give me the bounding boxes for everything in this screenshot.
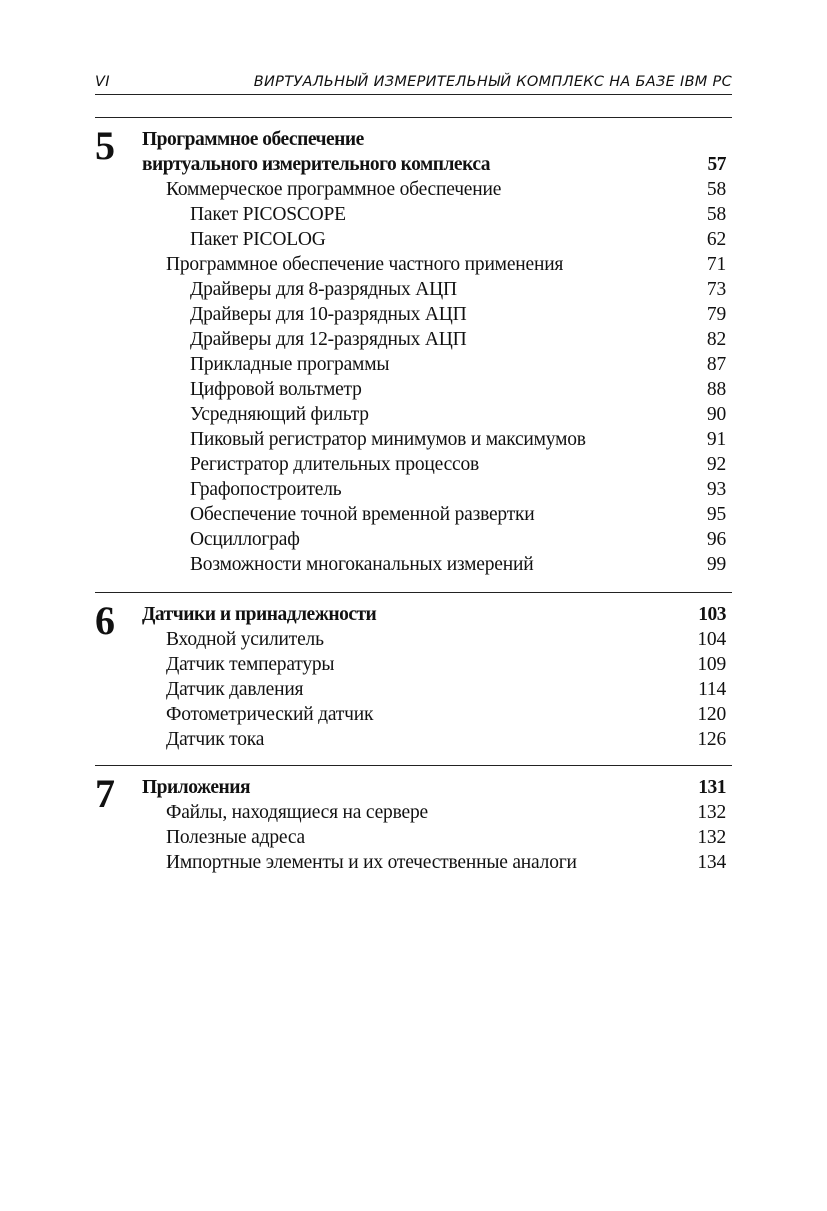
toc-entry-title: Приложения	[142, 777, 251, 798]
toc-entry-title: Коммерческое программное обеспечение	[166, 179, 502, 200]
chapter-5	[95, 117, 732, 575]
toc-entry[interactable]	[142, 800, 726, 825]
toc-entry-title: Усредняющий фильтр	[190, 404, 369, 425]
toc-entry-page: 132	[697, 827, 726, 848]
toc-entry-title: виртуального измерительного комплекса	[142, 154, 490, 175]
toc-entry[interactable]	[142, 352, 726, 377]
toc-entry[interactable]	[142, 502, 726, 527]
running-header	[95, 72, 732, 95]
toc-entry-page: 114	[698, 679, 726, 700]
toc-entries	[142, 775, 726, 875]
toc-entry-title: Пакет PICOLOG	[190, 229, 326, 250]
toc-entry-page: 73	[706, 279, 726, 300]
toc-entry[interactable]	[142, 825, 726, 850]
toc-entry-page: 104	[697, 629, 726, 650]
toc-entry-page: 103	[698, 604, 726, 625]
toc-entry-title: Полезные адреса	[166, 827, 305, 848]
toc-entry-title: Датчик температуры	[166, 654, 335, 675]
toc-entry-page: 58	[706, 179, 726, 200]
toc-entry[interactable]	[142, 477, 726, 502]
toc-entry-title: Осциллограф	[190, 529, 300, 550]
toc-entry-title: Прикладные программы	[190, 354, 390, 375]
toc-entry-page: 82	[706, 329, 726, 350]
toc-entry-title: Обеспечение точной временной развертки	[190, 504, 535, 525]
toc-entry[interactable]	[142, 302, 726, 327]
toc-entry[interactable]	[142, 652, 726, 677]
toc-entry-page: 90	[706, 404, 726, 425]
toc-entry-page: 58	[706, 204, 726, 225]
toc-entry-page: 88	[706, 379, 726, 400]
toc-entry-page: 95	[706, 504, 726, 525]
toc-entry-title: Программное обеспечение частного применения	[166, 254, 564, 275]
toc-entry-page: 62	[706, 229, 726, 250]
toc-entry[interactable]	[142, 727, 726, 752]
toc-entry[interactable]	[142, 677, 726, 702]
toc-entry[interactable]	[142, 327, 726, 352]
toc-entry[interactable]	[142, 427, 726, 452]
running-title: ВИРТУАЛЬНЫЙ ИЗМЕРИТЕЛЬНЫЙ КОМПЛЕКС НА БАЗЕ IBM PC	[253, 74, 732, 90]
toc-entry-page: 57	[707, 154, 726, 175]
toc-entry-page: 71	[706, 254, 726, 275]
chapter-number: 5	[95, 123, 115, 168]
toc-entry-title: Графопостроитель	[190, 479, 342, 500]
toc-entry[interactable]	[142, 602, 726, 627]
toc-entry-page: 96	[706, 529, 726, 550]
toc-entry-page: 132	[697, 802, 726, 823]
toc-entry[interactable]	[142, 627, 726, 652]
toc-entry-title: Пакет PICOSCOPE	[190, 204, 346, 225]
toc-entries	[142, 602, 726, 752]
chapter-number: 6	[95, 598, 115, 643]
toc-entry-title: Драйверы для 10-разрядных АЦП	[190, 304, 467, 325]
toc-entry-title: Датчик давления	[166, 679, 304, 700]
toc-entry-title: Возможности многоканальных измерений	[190, 554, 534, 575]
toc-entry-title: Датчики и принадлежности	[142, 604, 377, 625]
toc-entry[interactable]	[142, 552, 726, 577]
toc-entry[interactable]	[142, 402, 726, 427]
chapter-7	[95, 765, 732, 873]
toc-entry-title: Датчик тока	[166, 729, 265, 750]
toc-entry-title: Файлы, находящиеся на сервере	[166, 802, 428, 823]
toc-entry[interactable]	[142, 202, 726, 227]
toc-entry[interactable]	[142, 702, 726, 727]
toc-entry-title: Драйверы для 12-разрядных АЦП	[190, 329, 467, 350]
toc-entry-title: Цифровой вольтметр	[190, 379, 362, 400]
toc-entry[interactable]	[142, 850, 726, 875]
toc-entry-page: 99	[706, 554, 726, 575]
toc-entry-page: 120	[697, 704, 726, 725]
toc-entry-title: Программное обеспечение	[142, 129, 364, 150]
toc-entry[interactable]	[142, 775, 726, 800]
toc-entry-page: 131	[698, 777, 726, 798]
toc-entry-page: 92	[706, 454, 726, 475]
chapter-number: 7	[95, 771, 115, 816]
toc-entry[interactable]	[142, 452, 726, 477]
toc-entry[interactable]	[142, 377, 726, 402]
toc-entry-title: Входной усилитель	[166, 629, 324, 650]
toc-entry-page: 134	[697, 852, 726, 873]
toc-entry-title: Регистратор длительных процессов	[190, 454, 480, 475]
page-number: VI	[95, 74, 110, 90]
toc-entry-title: Фотометрический датчик	[166, 704, 374, 725]
toc-entry[interactable]	[142, 252, 726, 277]
toc-entry[interactable]	[142, 227, 726, 252]
chapter-6	[95, 592, 732, 750]
toc-entry-page: 91	[706, 429, 726, 450]
toc-entry[interactable]	[142, 127, 726, 152]
toc-entry[interactable]	[142, 527, 726, 552]
toc-entry[interactable]	[142, 152, 726, 177]
toc-entry-page: 79	[706, 304, 726, 325]
toc-entry-page: 87	[706, 354, 726, 375]
toc-entry[interactable]	[142, 177, 726, 202]
toc-entry-page: 126	[697, 729, 726, 750]
toc-entry-title: Импортные элементы и их отечественные аналоги	[166, 852, 577, 873]
toc-entries	[142, 127, 726, 577]
toc-entry-title: Драйверы для 8-разрядных АЦП	[190, 279, 457, 300]
toc-entry-page: 109	[697, 654, 726, 675]
toc-entry-title: Пиковый регистратор минимумов и максимумов	[190, 429, 586, 450]
toc-entry[interactable]	[142, 277, 726, 302]
toc-entry-page: 93	[706, 479, 726, 500]
